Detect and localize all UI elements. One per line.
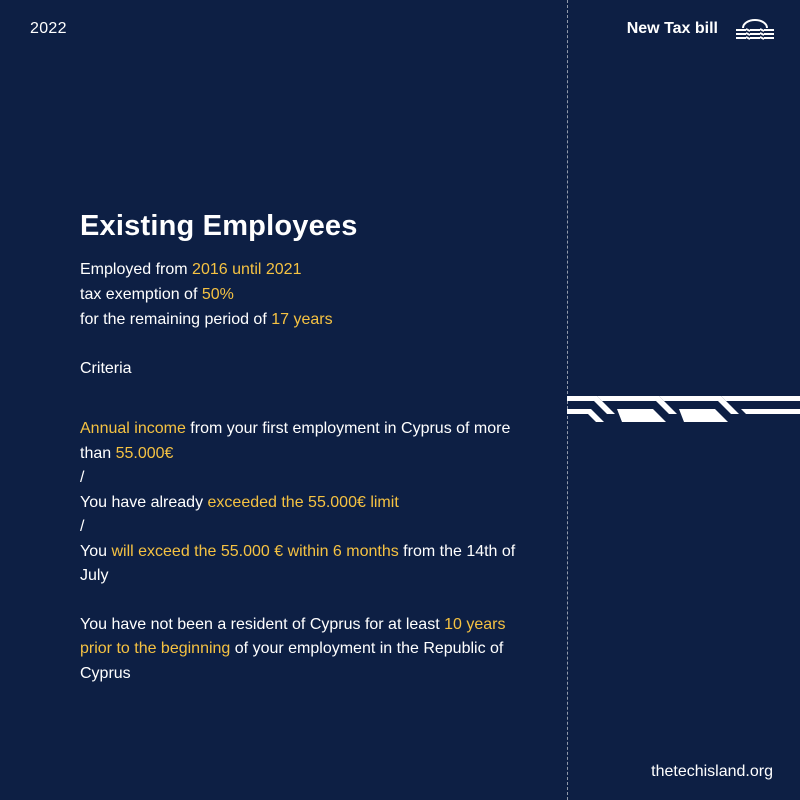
- wave-pattern-icon: [567, 388, 800, 428]
- year-label: 2022: [30, 20, 67, 37]
- brand-title: New Tax bill: [626, 20, 718, 37]
- criterion-separator: /: [80, 469, 85, 486]
- criterion-residency: You have not been a resident of Cyprus for at least 10 years prior to the beginning of your employment in the Republic of Cyprus: [80, 615, 506, 682]
- criteria-label: Criteria: [80, 360, 132, 377]
- intro-line-exemption: tax exemption of 50%: [80, 286, 234, 303]
- intro-line-employed: Employed from 2016 until 2021: [80, 261, 302, 278]
- website-link[interactable]: thetechisland.org: [651, 763, 773, 780]
- criterion-annual-income: Annual income from your first employment in Cyprus of more than 55.000€: [80, 420, 511, 462]
- criterion-separator: /: [80, 518, 85, 535]
- wave-bridge-logo-icon: [734, 19, 776, 43]
- page-title: Existing Employees: [80, 210, 358, 242]
- criterion-exceeded-limit: You have already exceeded the 55.000€ limit: [80, 493, 399, 511]
- main-content: [80, 210, 540, 686]
- intro-line-period: for the remaining period of 17 years: [80, 311, 333, 328]
- criterion-will-exceed: You will exceed the 55.000 € within 6 months from the 14th of July: [80, 542, 516, 584]
